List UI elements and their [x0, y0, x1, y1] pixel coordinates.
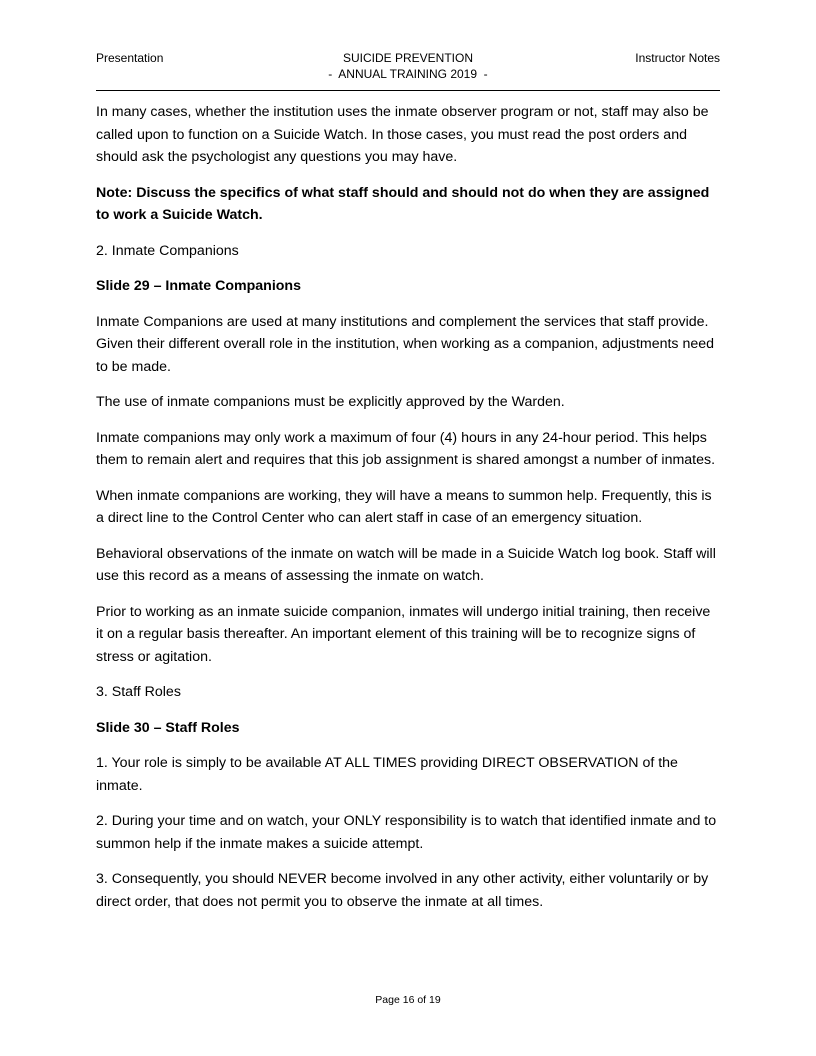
page-body: [96, 101, 720, 926]
page-header: [96, 50, 720, 90]
slide-heading-29: Slide 29 – Inmate Companions: [96, 278, 301, 294]
paragraph-work-hours: Inmate companions may only work a maximum of four (4) hours in any 24-hour period. This helps them to remain alert and requires that this job assignment is shared amongst a number of inmates.: [96, 429, 716, 468]
paragraph-log-book: Behavioral observations of the inmate on watch will be made in a Suicide Watch log book. Staff will use this record as a means of assessing the inmate on watch.: [96, 545, 716, 584]
page-number: Page 16 of 19: [375, 994, 441, 1006]
instructor-note: Note: Discuss the specifics of what staff should and should not do when they are assigned to work a Suicide Watch.: [96, 184, 710, 223]
section-heading-inmate-companions: 2. Inmate Companions: [96, 242, 239, 259]
header-title-block: [96, 50, 720, 82]
section-heading-staff-roles: 3. Staff Roles: [96, 684, 181, 700]
staff-role-item-1: 1. Your role is simply to be available AT ALL TIMES providing DIRECT OBSERVATION of the inmate.: [96, 755, 678, 794]
paragraph-suicide-watch: In many cases, whether the institution uses the inmate observer program or not, staff may also be called upon to function on a Suicide Watch. In those cases, you must read the post orders and should ask the psychologist any questions you may have.: [96, 104, 709, 165]
header-subtitle: - ANNUAL TRAINING 2019 -: [328, 67, 488, 81]
header-divider: [96, 90, 720, 91]
paragraph-warden-approval: The use of inmate companions must be explicitly approved by the Warden.: [96, 394, 565, 410]
staff-role-item-3: 3. Consequently, you should NEVER become involved in any other activity, either voluntarily or by direct order, that does not permit you to observe the inmate at all times.: [96, 871, 709, 910]
staff-role-item-2: 2. During your time and on watch, your ONLY responsibility is to watch that identified inmate and to summon help if the inmate makes a suicide attempt.: [96, 813, 717, 852]
paragraph-companions-intro: Inmate Companions are used at many institutions and complement the services that staff provide. Given their different overall role in the institution, when working as a companion, adjustments need to be made.: [96, 313, 715, 375]
document-page: [96, 0, 720, 1056]
header-title: SUICIDE PREVENTION: [342, 51, 474, 65]
header-left-label: Presentation: [96, 51, 164, 65]
paragraph-summon-help: When inmate companions are working, they will have a means to summon help. Frequently, this is a direct line to the Control Center who can alert staff in case of an emergency situation.: [96, 487, 712, 526]
header-right-label: Instructor Notes: [635, 51, 720, 65]
paragraph-training: Prior to working as an inmate suicide companion, inmates will undergo initial training, then receive it on a regular basis thereafter. An important element of this training will be to recognize signs of stress or agitation.: [96, 603, 711, 665]
slide-heading-30: Slide 30 – Staff Roles: [96, 719, 240, 736]
